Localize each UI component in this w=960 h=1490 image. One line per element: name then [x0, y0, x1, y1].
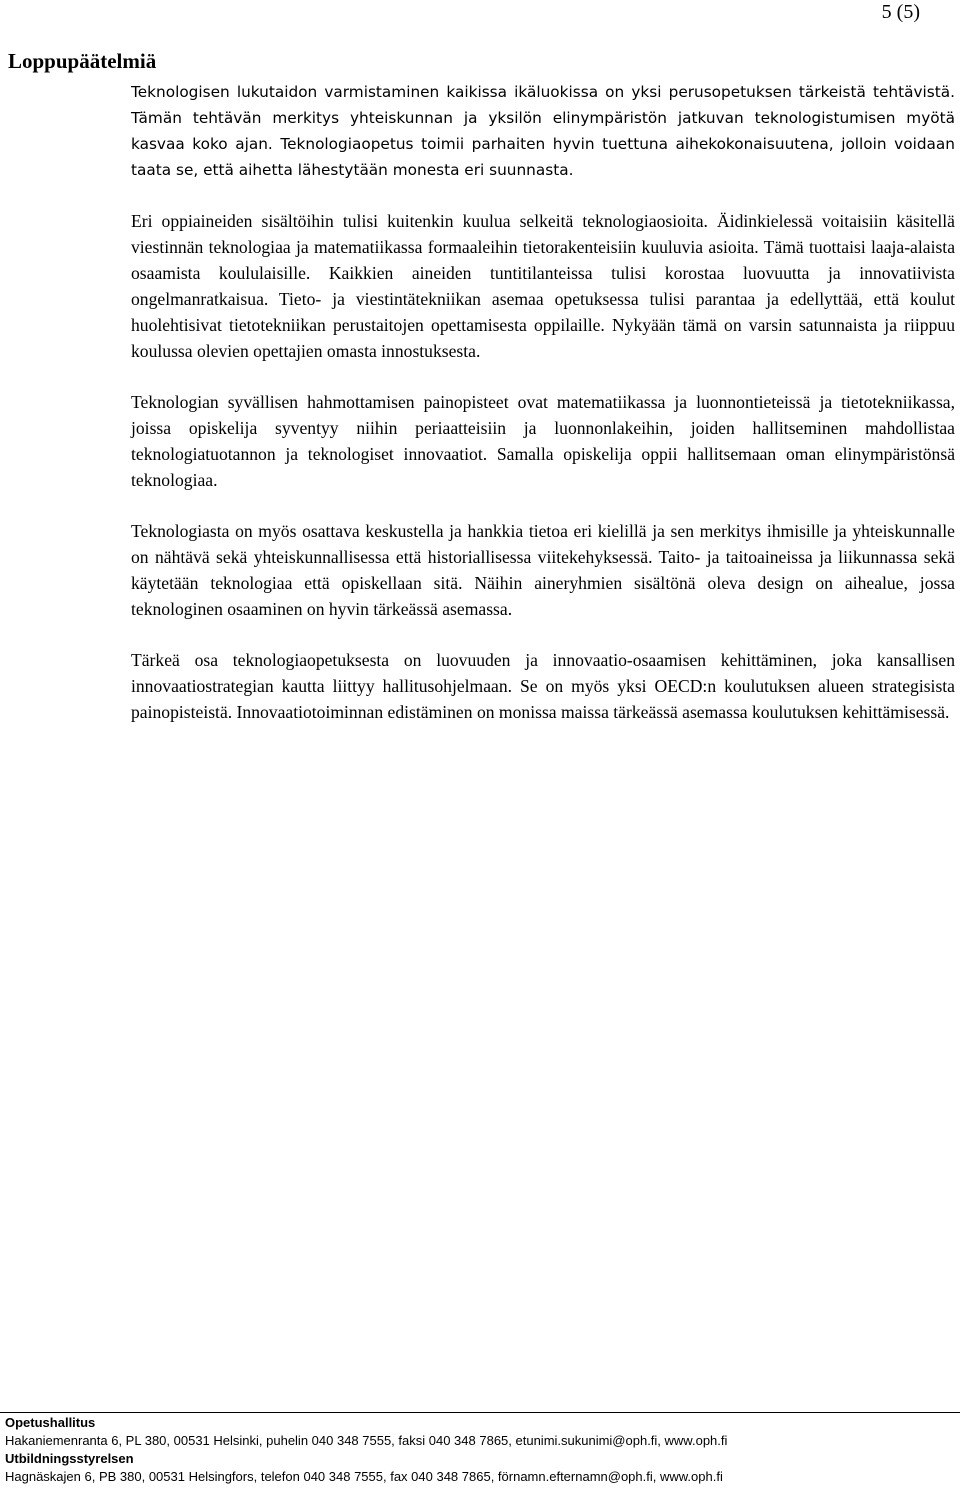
paragraph-3: Teknologian syvällisen hahmottamisen painopisteet ovat matematiikassa ja luonnontieteissä ja tietotekniikassa, joissa opiskelija syventyy niihin periaatteisiin ja luonnonlakeihin, joiden hallitseminen mahdollistaa teknologiatuotannon ja teknologiset innovaatiot. Samalla opiskelija oppii hallitsemaan oman elinympäristönsä teknologiaa. — [131, 392, 955, 490]
page-footer — [0, 1414, 960, 1486]
paragraph-4: Teknologiasta on myös osattava keskustella ja hankkia tietoa eri kielillä ja sen merkitys ihmisille ja yhteiskunnalle on nähtävä sekä yhteiskunnallisessa että historiallisessa viitekehyksessä. Taito- ja taitoaineissa ja liikunnassa sekä käytetään teknologiaa että opiskellaan sitä. Näihin aineryhmien sisältönä oleva design on aihealue, jossa teknologinen osaaminen on hyvin tärkeässä asemassa. — [131, 521, 955, 619]
page-number: 5 (5) — [881, 1, 920, 23]
footer-org-swedish: Utbildningsstyrelsen — [5, 1451, 134, 1466]
paragraph-5: Tärkeä osa teknologiaopetuksesta on luovuuden ja innovaatio-osaamisen kehittäminen, joka kansallisen innovaatiostrategian kautta liittyy hallitusohjelmaan. Se on myös yksi OECD:n koulutuksen alueen strategisista painopisteistä. Innovaatiotoiminnan edistäminen on monissa maissa tärkeässä asemassa koulutuksen kehittämisessä. — [131, 650, 955, 722]
footer-address-finnish: Hakaniemenranta 6, PL 380, 00531 Helsinki, puhelin 040 348 7555, faksi 040 348 7865, etunimi.sukunimi@oph.fi, www.oph.fi — [5, 1433, 728, 1448]
paragraph-2: Eri oppiaineiden sisältöihin tulisi kuitenkin kuulua selkeitä teknologiaosioita. Äidinkielessä voitaisiin käsitellä viestinnän teknologiaa ja matematiikassa formaaleihin tietorakenteisiin kuuluvia asioita. Tämä tuottaisi laaja-alaista osaamista koululaisille. Kaikkien aineiden tuntitilanteissa tulisi korostaa luovuutta ja innovatiivista ongelmanratkaisua. Tieto- ja viestintätekniikan asemaa opetuksessa tulisi parantaa ja edellyttää, että koulut huolehtisivat tietotekniikan perustaitojen opettamisesta oppilaille. Nykyään tämä on varsin satunnaista ja riippuu koulussa olevien opettajien omasta innostuksesta. — [131, 211, 955, 361]
body-text — [131, 79, 955, 750]
section-heading: Loppupäätelmiä — [8, 49, 157, 73]
footer-address-swedish: Hagnäskajen 6, PB 380, 00531 Helsingfors, telefon 040 348 7555, fax 040 348 7865, förnamn.efternamn@oph.fi, www.oph.fi — [5, 1469, 723, 1484]
footer-divider — [0, 1412, 960, 1413]
paragraph-1: Teknologisen lukutaidon varmistaminen kaikissa ikäluokissa on yksi perusopetuksen tärkeistä tehtävistä. Tämän tehtävän merkitys yhteiskunnan ja yksilön elinympäristön jatkuvan teknologistumisen myötä kasvaa koko ajan. Teknologiaopetus toimii parhaiten hyvin tuettuna aihekokonaisuutena, jolloin voidaan taata se, että aihetta lähestytään monesta eri suunnasta. — [131, 83, 955, 179]
footer-org-finnish: Opetushallitus — [5, 1415, 96, 1430]
